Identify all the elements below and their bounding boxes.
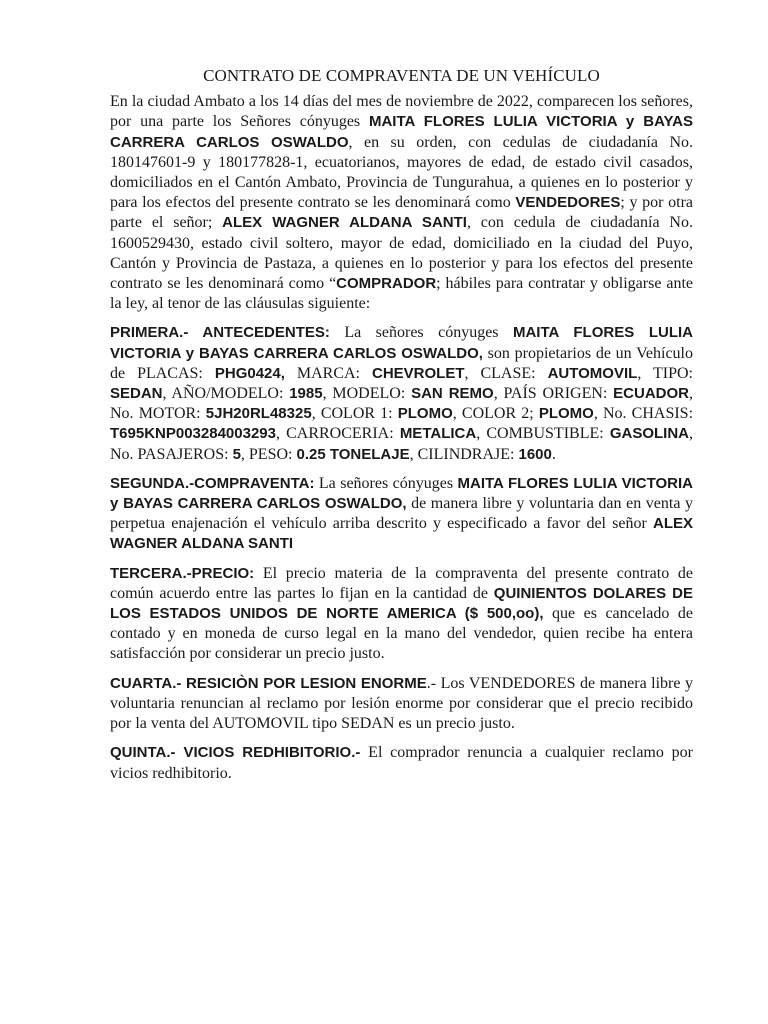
engine-value: 5JH20RL48325 xyxy=(205,405,312,423)
chassis-value: T695KNP003284003293 xyxy=(110,425,276,443)
clause-text: , CARROCERIA: xyxy=(275,425,400,443)
clause-text: , COLOR 1: xyxy=(311,405,398,423)
plate-value: PHG0424, xyxy=(214,364,285,382)
intro-text-4: , con cedula de ciudadanía No. 1600529430, estado civil soltero, mayor de edad, domiciliado en la ciudad del Puyo, Cantón y Provincia de Pastaza, a quienes en lo posterior y para los efectos del presente contrato se les denominará como “ xyxy=(110,214,693,293)
clause-text: El comprador renuncia a cualquier reclamo por vicios redhibitorio. xyxy=(110,744,693,782)
clause-heading: QUINTA.- VICIOS REDHIBITORIO.- xyxy=(110,744,361,762)
clause-text: , CILINDRAJE: xyxy=(409,445,519,463)
intro-text-2: , en su orden, con cedulas de ciudadanía No. 180147601-9 y 180177828-1, ecuatorianos, mayores de edad, de estado civil casados, domiciliados en el Cantón Ambato, Provincia de Tungurahua, a quienes en lo posterior y para los efectos del presente contrato se les denominará como xyxy=(110,133,693,212)
passengers-value: 5 xyxy=(232,445,241,463)
sellers-label: VENDEDORES xyxy=(515,194,621,212)
clause-tercera xyxy=(110,564,693,665)
clause-text: , No. PASAJEROS: xyxy=(110,425,693,463)
sellers-names: MAITA FLORES LULIA VICTORIA y BAYAS CARRERA CARLOS OSWALDO xyxy=(110,113,693,151)
clause-text: de manera libre y voluntaria dan en venta y perpetua enajenación el vehículo arriba descrito y especificado a favor del señor xyxy=(110,495,694,533)
clause-text: , PAÍS ORIGEN: xyxy=(493,385,614,403)
model-value: SAN REMO xyxy=(411,385,494,403)
make-value: CHEVROLET xyxy=(371,364,465,382)
clause-heading: SEGUNDA.-COMPRAVENTA: xyxy=(110,474,315,492)
clause-text: , CLASE: xyxy=(464,364,548,382)
sellers-names: MAITA FLORES LULIA VICTORIA y BAYAS CARRERA CARLOS OSWALDO, xyxy=(110,474,693,513)
buyer-name: ALEX WAGNER ALDANA SANTI xyxy=(222,214,467,232)
intro-paragraph xyxy=(110,92,693,314)
document-title: CONTRATO DE COMPRAVENTA DE UN VEHÍCULO xyxy=(203,66,600,85)
clause-primera xyxy=(110,323,693,464)
color2-value: PLOMO xyxy=(538,405,594,423)
intro-text-5: ; hábiles para contratar y obligarse ante la ley, al tenor de las cláusulas siguiente: xyxy=(110,275,693,313)
clause-text: . xyxy=(551,445,556,463)
color1-value: PLOMO xyxy=(397,405,453,423)
clause-text: MARCA: xyxy=(284,364,372,382)
owners-names: MAITA FLORES LULIA VICTORIA y BAYAS CARRERA CARLOS OSWALDO, xyxy=(110,324,694,362)
year-value: 1985 xyxy=(289,385,323,403)
clause-heading: PRIMERA.- ANTECEDENTES: xyxy=(110,324,330,342)
clause-text: , No. MOTOR: xyxy=(110,385,694,423)
origin-value: ECUADOR xyxy=(613,385,690,403)
intro-text-3: ; y por otra parte el señor; xyxy=(110,194,693,232)
clause-quinta xyxy=(110,743,693,783)
clause-text: La señores cónyuges xyxy=(314,474,458,492)
clause-text: El precio materia de la compraventa del presente contrato de común acuerdo entre las partes lo fijan en la cantidad de xyxy=(110,564,693,602)
buyer-name: ALEX WAGNER ALDANA SANTI xyxy=(110,515,693,553)
clause-segunda xyxy=(110,474,693,555)
clause-text: , TIPO: xyxy=(637,364,693,382)
contract-page xyxy=(110,66,693,793)
weight-value: 0.25 TONELAJE xyxy=(296,445,410,463)
clause-text: , AÑO/MODELO: xyxy=(162,385,290,403)
clause-text: La señores cónyuges xyxy=(329,324,513,342)
body-value: METALICA xyxy=(399,425,477,443)
clause-text: , PESO: xyxy=(240,445,297,463)
clause-text: , COLOR 2; xyxy=(452,405,539,423)
clause-text: son propietarios de un Vehículo de PLACAS: xyxy=(110,344,693,382)
clause-cuarta xyxy=(110,674,693,735)
buyer-label: COMPRADOR xyxy=(336,275,437,293)
displacement-value: 1600 xyxy=(518,445,552,463)
class-value: AUTOMOVIL xyxy=(547,364,638,382)
clause-text: , No. CHASIS: xyxy=(593,405,694,423)
clause-heading: TERCERA.-PRECIO: xyxy=(110,564,255,582)
clause-text: que es cancelado de contado y en moneda de curso legal en la mano del vendedor, quien recibe ha entera satisfacción por considerar un precio justo. xyxy=(110,605,694,663)
clause-heading: CUARTA.- RESICIÒN POR LESION ENORME xyxy=(110,674,427,692)
price-amount: QUINIENTOS DOLARES DE LOS ESTADOS UNIDOS DE NORTE AMERICA ($ 500,oo), xyxy=(110,584,693,623)
clause-text: .- Los VENDEDORES de manera libre y voluntaria renuncian al reclamo por lesión enorme por considerar que el precio recibido por la venta del AUTOMOVIL tipo SEDAN es un precio justo. xyxy=(110,674,693,733)
fuel-value: GASOLINA xyxy=(609,425,689,443)
clause-text: , MODELO: xyxy=(322,385,412,403)
type-value: SEDAN xyxy=(110,385,163,403)
clause-text: , COMBUSTIBLE: xyxy=(476,425,610,443)
intro-text-1: En la ciudad Ambato a los 14 días del mes de noviembre de 2022, comparecen los señores, por una parte los Señores cónyuges xyxy=(110,93,693,131)
